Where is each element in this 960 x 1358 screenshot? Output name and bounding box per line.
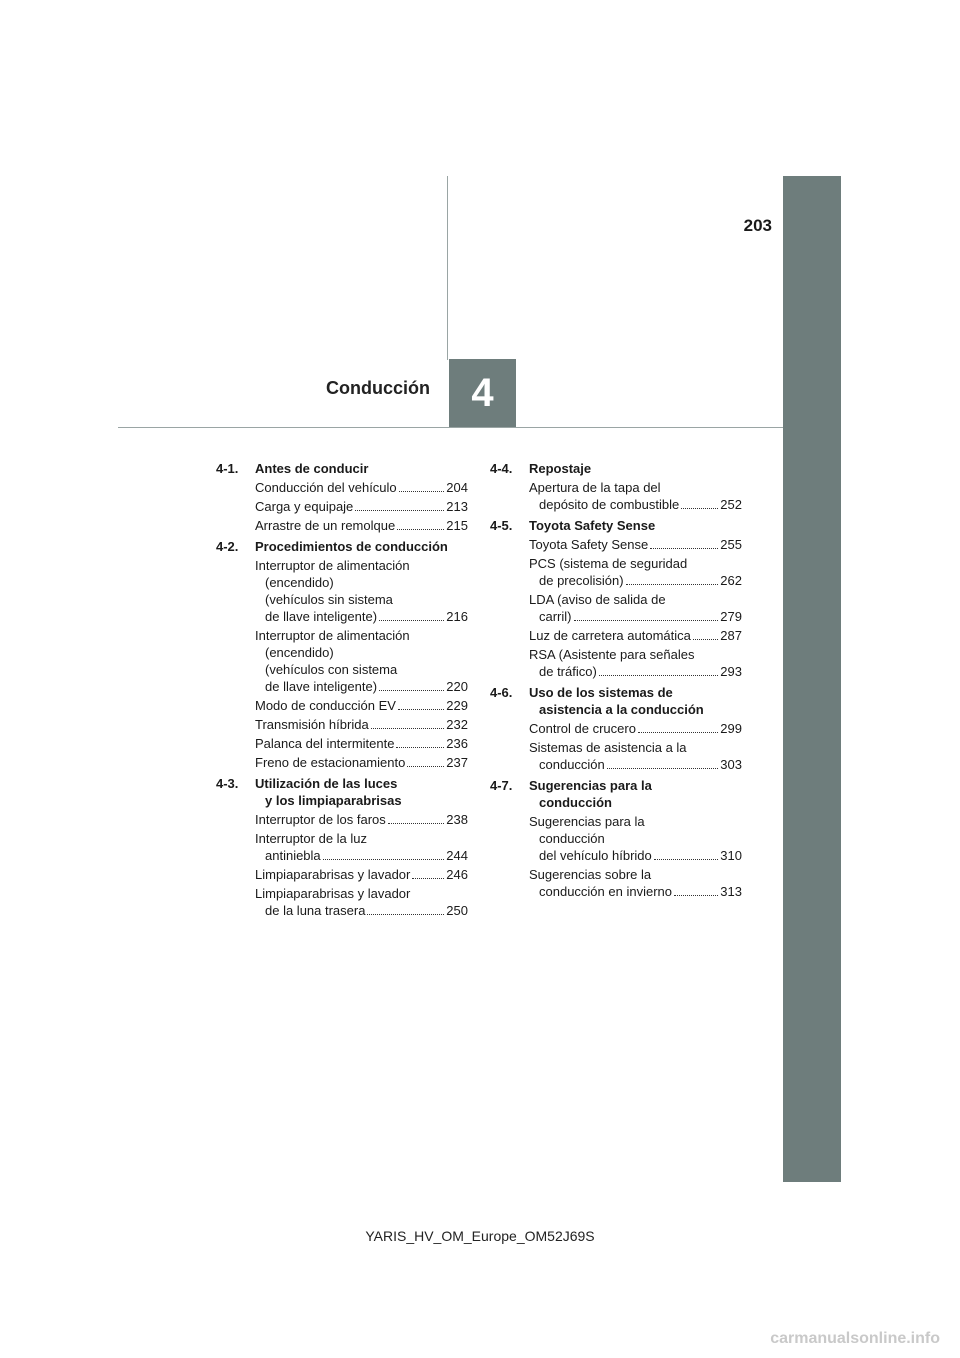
- toc-entry-last-line: [529, 572, 742, 589]
- toc-section-title: [255, 538, 468, 555]
- toc-section-heading: [490, 517, 742, 534]
- toc-entry-last-line: [255, 697, 468, 714]
- dot-leader: [638, 732, 718, 733]
- toc-entry-text: Limpiaparabrisas y lavador: [255, 867, 411, 882]
- toc-entry-line: Apertura de la tapa del: [529, 480, 661, 495]
- toc-entry-line: Limpiaparabrisas y lavador: [255, 886, 411, 901]
- toc-entry-text: Conducción del vehículo: [255, 480, 397, 495]
- toc-entry-page-number: 262: [720, 573, 742, 588]
- toc-entry-text: Freno de estacionamiento: [255, 755, 406, 770]
- toc-section-title-line: y los limpiaparabrisas: [265, 793, 402, 808]
- toc-entry-page-number: 220: [446, 679, 468, 694]
- toc-entry-last-line: [529, 720, 742, 737]
- toc-section-heading: [216, 775, 468, 809]
- toc-entry-page-number: 303: [720, 757, 742, 772]
- toc-entry-text: Luz de carretera automática: [529, 628, 691, 643]
- toc-entry-page-number: 215: [446, 518, 468, 533]
- toc-entry-text: Carga y equipaje: [255, 499, 354, 514]
- toc-section-title-line: conducción: [539, 795, 612, 810]
- dot-leader: [379, 690, 444, 691]
- toc-entry-page-number: 204: [446, 480, 468, 495]
- toc-entry-last-line: [529, 627, 742, 644]
- toc-entry-line: Interruptor de alimentación: [255, 628, 410, 643]
- toc-section-number: 4-2.: [216, 539, 239, 554]
- toc-entry-page-number: 236: [446, 736, 468, 751]
- toc-section-title-line: Procedimientos de conducción: [255, 539, 448, 554]
- toc-entry[interactable]: [255, 498, 468, 515]
- toc-entry[interactable]: [529, 866, 742, 900]
- toc-entry-text: de llave inteligente): [265, 609, 378, 624]
- toc-entry-text: del vehículo híbrido: [539, 848, 652, 863]
- dot-leader: [398, 709, 444, 710]
- dot-leader: [626, 584, 719, 585]
- toc-entry-text: de precolisión): [539, 573, 624, 588]
- toc-entry-line: PCS (sistema de seguridad: [529, 556, 688, 571]
- watermark: carmanualsonline.info: [770, 1330, 940, 1347]
- toc-section-title-line: Sugerencias para la: [529, 778, 652, 793]
- toc-entry-page-number: 279: [720, 609, 742, 624]
- toc-entry-last-line: [255, 517, 468, 534]
- toc-entry-text: carril): [539, 609, 572, 624]
- toc-entry-page-number: 238: [446, 812, 468, 827]
- toc-entry[interactable]: [529, 536, 742, 553]
- toc-entry-page-number: 250: [446, 903, 468, 918]
- toc-section-title-line: Utilización de las luces: [255, 776, 398, 791]
- toc-entry-line: (vehículos con sistema: [265, 662, 398, 677]
- toc-section-title: [255, 460, 468, 477]
- toc-entry-text: Toyota Safety Sense: [529, 537, 649, 552]
- toc-entry-last-line: [255, 847, 468, 864]
- toc-section: [490, 684, 742, 773]
- toc-entry-page-number: 213: [446, 499, 468, 514]
- dot-leader: [323, 859, 445, 860]
- toc-entry-text: Control de crucero: [529, 721, 636, 736]
- toc-left-column: [216, 460, 468, 923]
- toc-entry-last-line: [255, 716, 468, 733]
- toc-section-title: [529, 777, 742, 811]
- toc-entry-last-line: [255, 678, 468, 695]
- toc-entry-line: (encendido): [265, 645, 334, 660]
- toc-entry-page-number: 293: [720, 664, 742, 679]
- header-horizontal-rule: [118, 427, 783, 428]
- toc-entry-line: Sugerencias para la: [529, 814, 645, 829]
- dot-leader: [654, 859, 719, 860]
- toc-entry-page-number: 232: [446, 717, 468, 732]
- toc-section-number: 4-3.: [216, 776, 239, 791]
- dot-leader: [650, 548, 718, 549]
- dot-leader: [412, 878, 444, 879]
- dot-leader: [371, 728, 445, 729]
- toc-entry-page-number: 244: [446, 848, 468, 863]
- toc-entry-last-line: [529, 608, 742, 625]
- toc-entry-last-line: [255, 754, 468, 771]
- toc-entry[interactable]: [255, 735, 468, 752]
- dot-leader: [399, 491, 445, 492]
- toc-entry-page-number: 299: [720, 721, 742, 736]
- dot-leader: [574, 620, 719, 621]
- toc-entry[interactable]: [255, 811, 468, 828]
- toc-entry-last-line: [255, 902, 468, 919]
- footer-document-code: YARIS_HV_OM_Europe_OM52J69S: [365, 1228, 595, 1244]
- dot-leader: [674, 895, 718, 896]
- dot-leader: [367, 914, 444, 915]
- toc-entry-page-number: 313: [720, 884, 742, 899]
- toc-entry-page-number: 310: [720, 848, 742, 863]
- dot-leader: [607, 768, 719, 769]
- toc-section-title: [255, 775, 468, 809]
- toc-entry-text: antiniebla: [265, 848, 321, 863]
- toc-entry-text: Arrastre de un remolque: [255, 518, 396, 533]
- toc-section-title-line: Antes de conducir: [255, 461, 369, 476]
- dot-leader: [388, 823, 445, 824]
- toc-entry-text: conducción: [539, 757, 605, 772]
- toc-entry-text: Transmisión híbrida: [255, 717, 369, 732]
- toc-entry[interactable]: [255, 479, 468, 496]
- toc-entry[interactable]: [255, 557, 468, 625]
- toc-entry-last-line: [255, 498, 468, 515]
- toc-entry-line: Sistemas de asistencia a la: [529, 740, 687, 755]
- dot-leader: [396, 747, 444, 748]
- toc-section-title: [529, 517, 742, 534]
- dot-leader: [599, 675, 718, 676]
- toc-entry-page-number: 252: [720, 497, 742, 512]
- toc-entry-line: conducción: [539, 831, 605, 846]
- toc-entry-last-line: [529, 496, 742, 513]
- toc-right-column: [490, 460, 742, 904]
- toc-section-heading: [490, 684, 742, 718]
- toc-section-number: 4-1.: [216, 461, 239, 476]
- toc-entry[interactable]: [529, 591, 742, 625]
- toc-entry[interactable]: [255, 885, 468, 919]
- toc-entry[interactable]: [529, 555, 742, 589]
- toc-entry-text: Modo de conducción EV: [255, 698, 396, 713]
- toc-section-heading: [490, 777, 742, 811]
- toc-entry-last-line: [255, 866, 468, 883]
- toc-section-title: [529, 684, 742, 718]
- toc-entry-page-number: 246: [446, 867, 468, 882]
- toc-entry-line: (vehículos sin sistema: [265, 592, 393, 607]
- toc-entry-last-line: [255, 811, 468, 828]
- toc-entry-text: de llave inteligente): [265, 679, 378, 694]
- toc-entry-line: (encendido): [265, 575, 334, 590]
- toc-entry-page-number: 287: [720, 628, 742, 643]
- toc-section: [216, 460, 468, 534]
- toc-entry[interactable]: [529, 739, 742, 773]
- toc-entry-last-line: [529, 883, 742, 900]
- header-vertical-rule: [447, 176, 448, 360]
- toc-entry-last-line: [529, 663, 742, 680]
- toc-section-number: 4-5.: [490, 518, 513, 533]
- toc-entry-line: LDA (aviso de salida de: [529, 592, 666, 607]
- toc-section-number: 4-6.: [490, 685, 513, 700]
- chapter-side-tab: [783, 176, 841, 1182]
- toc-entry-last-line: [255, 608, 468, 625]
- toc-entry-line: Interruptor de alimentación: [255, 558, 410, 573]
- dot-leader: [407, 766, 444, 767]
- dot-leader: [397, 529, 444, 530]
- toc-entry-text: de tráfico): [539, 664, 597, 679]
- toc-entry-text: depósito de combustible: [539, 497, 680, 512]
- toc-section: [490, 777, 742, 900]
- toc-entry[interactable]: [255, 716, 468, 733]
- toc-section: [490, 460, 742, 513]
- toc-entry-text: Palanca del intermitente: [255, 736, 395, 751]
- toc-section-heading: [216, 538, 468, 555]
- dot-leader: [693, 639, 718, 640]
- toc-entry-last-line: [529, 847, 742, 864]
- toc-entry[interactable]: [255, 866, 468, 883]
- toc-section: [216, 538, 468, 771]
- toc-entry-page-number: 216: [446, 609, 468, 624]
- toc-entry-text: de la luna trasera: [265, 903, 366, 918]
- toc-section-heading: [216, 460, 468, 477]
- toc-entry[interactable]: [255, 517, 468, 534]
- dot-leader: [355, 510, 444, 511]
- toc-section: [490, 517, 742, 680]
- toc-section-title-line: asistencia a la conducción: [539, 702, 704, 717]
- toc-section-title-line: Repostaje: [529, 461, 592, 476]
- chapter-title: Conducción: [326, 378, 430, 398]
- toc-entry[interactable]: [529, 479, 742, 513]
- toc-entry-last-line: [529, 756, 742, 773]
- dot-leader: [681, 508, 718, 509]
- toc-entry[interactable]: [255, 830, 468, 864]
- toc-entry-last-line: [255, 735, 468, 752]
- toc-section-title-line: Uso de los sistemas de: [529, 685, 673, 700]
- chapter-number-box: 4: [449, 359, 516, 427]
- toc-entry[interactable]: [255, 627, 468, 695]
- toc-entry-page-number: 229: [446, 698, 468, 713]
- toc-entry-last-line: [529, 536, 742, 553]
- toc-entry[interactable]: [255, 754, 468, 771]
- toc-entry[interactable]: [529, 646, 742, 680]
- toc-entry-text: Interruptor de los faros: [255, 812, 386, 827]
- toc-entry[interactable]: [255, 697, 468, 714]
- toc-section-number: 4-7.: [490, 778, 513, 793]
- toc-entry-line: Interruptor de la luz: [255, 831, 368, 846]
- dot-leader: [379, 620, 444, 621]
- toc-section-heading: [490, 460, 742, 477]
- toc-section-title-line: Toyota Safety Sense: [529, 518, 656, 533]
- toc-section-number: 4-4.: [490, 461, 513, 476]
- toc-section: [216, 775, 468, 919]
- toc-entry-page-number: 237: [446, 755, 468, 770]
- toc-entry[interactable]: [529, 627, 742, 644]
- toc-entry-line: Sugerencias sobre la: [529, 867, 652, 882]
- page-number: 203: [743, 216, 772, 235]
- toc-entry-last-line: [255, 479, 468, 496]
- toc-entry-text: conducción en invierno: [539, 884, 672, 899]
- toc-section-title: [529, 460, 742, 477]
- toc-entry-line: RSA (Asistente para señales: [529, 647, 695, 662]
- toc-entry-page-number: 255: [720, 537, 742, 552]
- toc-entry[interactable]: [529, 813, 742, 864]
- toc-entry[interactable]: [529, 720, 742, 737]
